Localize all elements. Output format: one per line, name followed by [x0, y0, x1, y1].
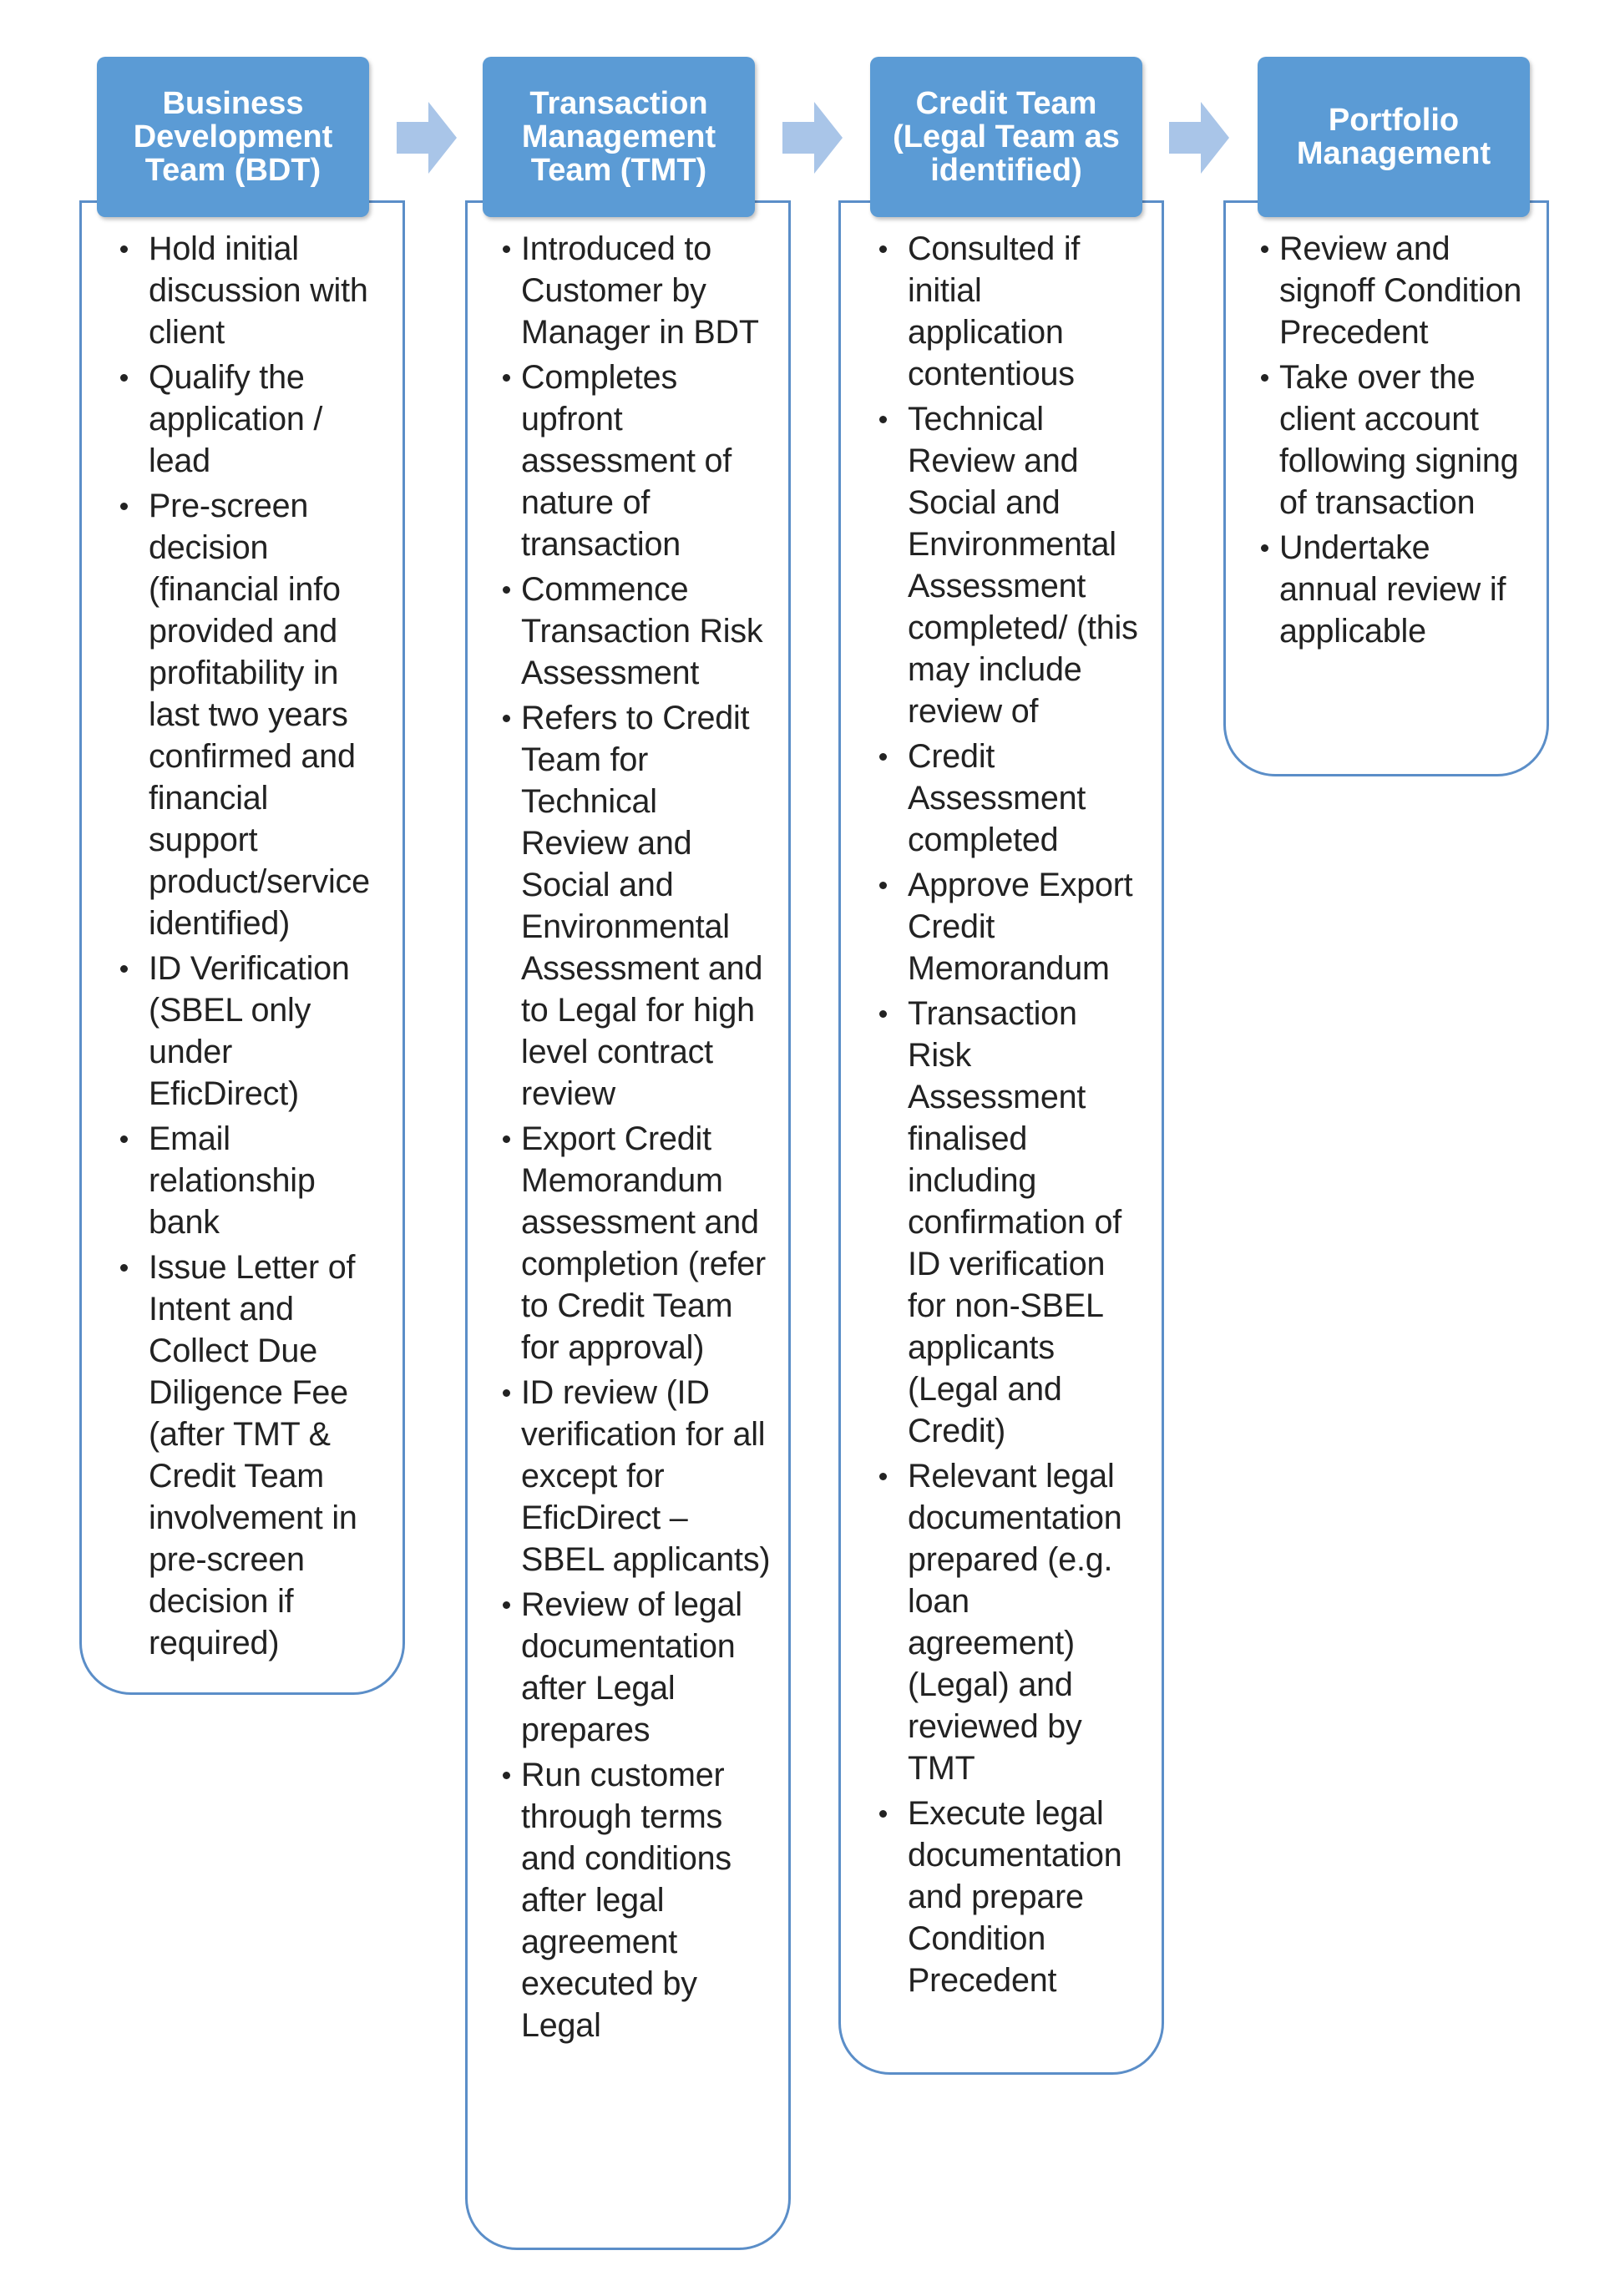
tmt-item: ID review (ID verification for all except for EficDirect – SBEL applicants)	[501, 1372, 772, 1580]
bdt-list	[115, 228, 386, 1664]
portfolio-item: Undertake annual review if applicable	[1259, 527, 1530, 652]
credit-item: Credit Assessment completed	[874, 736, 1145, 861]
credit-item: Execute legal documentation and prepare Condition Precedent	[874, 1793, 1145, 2001]
credit-item: Technical Review and Social and Environmental Assessment completed/ (this may include review of	[874, 398, 1145, 732]
tmt-item: Export Credit Memorandum assessment and completion (refer to Credit Team for approval)	[501, 1118, 772, 1368]
flow-arrow-icon	[782, 102, 843, 174]
credit-item: Approve Export Credit Memorandum	[874, 864, 1145, 989]
credit-item: Relevant legal documentation prepared (e.g. loan agreement) (Legal) and reviewed by TMT	[874, 1455, 1145, 1789]
flow-arrow-icon	[1169, 102, 1229, 174]
bdt-box	[79, 200, 405, 1695]
bdt-item: Pre-screen decision (financial info provided and profitability in last two years confirmed and financial support product/service identified)	[115, 485, 386, 944]
tmt-box	[465, 200, 791, 2250]
portfolio-header: Portfolio Management	[1258, 57, 1530, 217]
bdt-item: Issue Letter of Intent and Collect Due Diligence Fee (after TMT & Credit Team involvement in pre-screen decision if required)	[115, 1247, 386, 1664]
credit-header: Credit Team (Legal Team as identified)	[870, 57, 1142, 217]
bdt-item: Hold initial discussion with client	[115, 228, 386, 353]
bdt-item: ID Verification (SBEL only under EficDirect)	[115, 948, 386, 1115]
portfolio-item: Review and signoff Condition Precedent	[1259, 228, 1530, 353]
tmt-header: Transaction Management Team (TMT)	[483, 57, 755, 217]
credit-item: Transaction Risk Assessment finalised including confirmation of ID verification for non-SBEL applicants (Legal and Credit)	[874, 993, 1145, 1452]
tmt-item: Refers to Credit Team for Technical Review and Social and Environmental Assessment and to Legal for high level contract review	[501, 697, 772, 1115]
portfolio-box	[1223, 200, 1549, 776]
tmt-item: Commence Transaction Risk Assessment	[501, 569, 772, 694]
portfolio-list	[1259, 228, 1530, 652]
tmt-item: Completes upfront assessment of nature of transaction	[501, 357, 772, 565]
tmt-list	[501, 228, 772, 2046]
bdt-header: Business Development Team (BDT)	[97, 57, 369, 217]
portfolio-item: Take over the client account following signing of transaction	[1259, 357, 1530, 523]
flow-arrow-icon	[397, 102, 457, 174]
tmt-item: Introduced to Customer by Manager in BDT	[501, 228, 772, 353]
tmt-item: Run customer through terms and conditions after legal agreement executed by Legal	[501, 1754, 772, 2046]
bdt-item: Qualify the application / lead	[115, 357, 386, 482]
credit-list	[874, 228, 1145, 2001]
credit-box	[838, 200, 1164, 2075]
credit-item: Consulted if initial application contentious	[874, 228, 1145, 395]
bdt-item: Email relationship bank	[115, 1118, 386, 1243]
tmt-item: Review of legal documentation after Legal prepares	[501, 1584, 772, 1751]
